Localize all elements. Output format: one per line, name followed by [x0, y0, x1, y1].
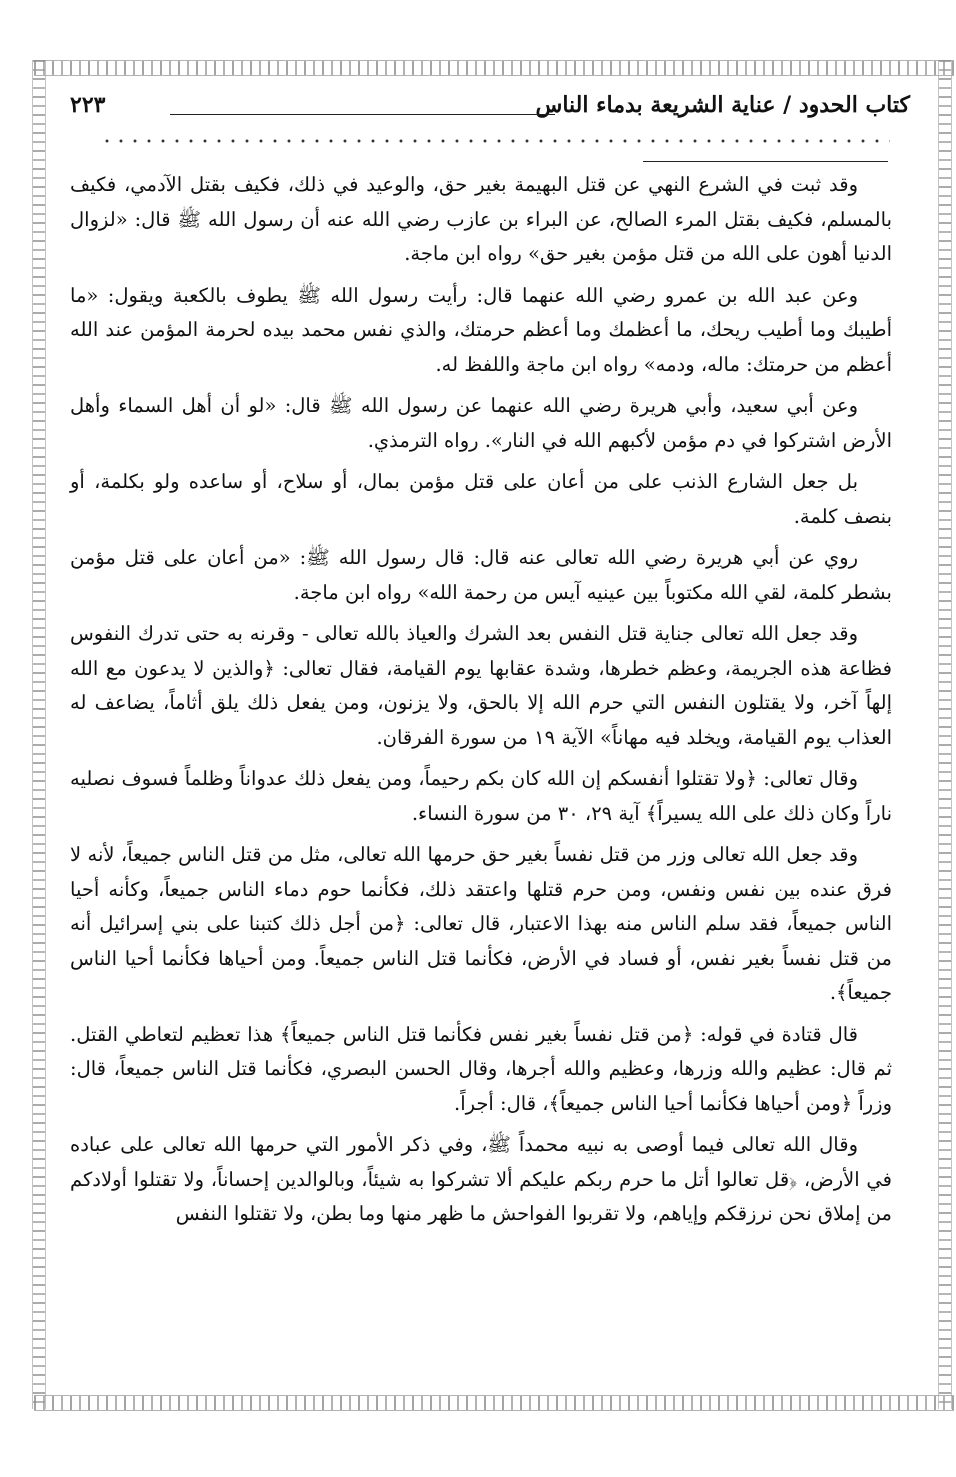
paragraph: وقال الله تعالى فيما أوصى به نبيه محمداً ﷺ، وفي ذكر الأمور التي حرمها الله تعالى على عباده في الأرض، ﴿قل تعالوا أتل ما حرم ربكم عليكم ألا تشركوا به شيئاً، وبالوالدين إحساناً، ولا تقتلوا أولادكم من إملاق نحن نرزقكم وإياهم، ولا تقربوا الفواحش ما ظهر منها وما بطن، ولا تقتلوا النفس — [70, 1133, 892, 1225]
paragraph: وقد جعل الله تعالى وزر من قتل نفساً بغير حق حرمها الله تعالى، مثل من قتل الناس جميعاً، لأنه لا فرق عنده بين نفس ونفس، ومن حرم قتلها واعتقد ذلك، فكأنما حوم دماء الناس جميعاً، وكأنه أحيا الناس جميعاً، فقد سلم الناس منه بهذا الاعتبار، قال تعالى: ﴿من أجل ذلك كتبنا على بني إسرائيل أنه من قتل نفساً بغير نفس، أو فساد في الأرض، فكأنما قتل الناس جميعاً. ومن أحياها فكأنما أحيا الناس جميعاً﴾. — [70, 843, 892, 1004]
header-title: كتاب الحدود / عناية الشريعة بدماء الناس — [535, 92, 910, 118]
paragraph: وقد ثبت في الشرع النهي عن قتل البهيمة بغير حق، والوعيد في ذلك، فكيف بقتل الآدمي، فكيف بالمسلم، فكيف بقتل المرء الصالح، عن البراء بن عازب رضي الله عنه أن رسول الله ﷺ قال: «لزوال الدنيا أهون على الله من قتل مؤمن بغير حق» رواه ابن ماجة. — [70, 173, 892, 265]
body-text — [70, 168, 892, 1239]
short-rule — [643, 161, 888, 162]
paragraph: وقال تعالى: ﴿ولا تقتلوا أنفسكم إن الله كان بكم رحيماً، ومن يفعل ذلك عدواناً وظلماً فسوف نصليه ناراً وكان ذلك على الله يسيراً﴾ آية ٢٩، ٣٠ من سورة النساء. — [70, 767, 892, 825]
ornamental-border-left — [32, 60, 46, 1409]
paragraph: بل جعل الشارع الذنب على من أعان على قتل مؤمن بمال، أو سلاح، أو ساعده ولو بكلمة، أو بنصف كلمة. — [70, 470, 892, 528]
header-rule — [170, 114, 555, 115]
paragraph: قال قتادة في قوله: ﴿من قتل نفساً بغير نفس فكأنما قتل الناس جميعاً﴾ هذا تعظيم لتعاطي القتل. ثم قال: عظيم والله وزرها، وعظيم والله أجرها، وقال الحسن البصري، فكأنما قتل الناس جميعاً، قال: وزراً ﴿ومن أحياها فكأنما أحيا الناس جميعاً﴾، قال: أجراً. — [70, 1022, 892, 1115]
paragraph: وعن أبي سعيد، وأبي هريرة رضي الله عنهما عن رسول الله ﷺ قال: «لو أن أهل السماء وأهل الأرض اشتركوا في دم مؤمن لأكبهم الله في النار». رواه الترمذي. — [70, 394, 892, 452]
ornamental-border-right — [938, 60, 952, 1409]
page-number: ٢٢٣ — [70, 92, 106, 118]
dotted-separator — [100, 136, 890, 146]
paragraph: روي عن أبي هريرة رضي الله تعالى عنه قال: قال رسول الله ﷺ: «من أعان على قتل مؤمن بشطر كلمة، لقي الله مكتوباً بين عينيه آيس من رحمة الله» رواه ابن ماجة. — [70, 546, 892, 604]
ornamental-border-bottom — [34, 1395, 954, 1411]
ornamental-border-top — [34, 60, 954, 76]
running-header — [70, 92, 910, 128]
paragraph: وقد جعل الله تعالى جناية قتل النفس بعد الشرك والعياذ بالله تعالى - وقرنه به حتى تدرك النفوس فظاعة هذه الجريمة، وعظم خطرها، وشدة عقابها يوم القيامة، فقال تعالى: ﴿والذين لا يدعون مع الله إلهاً آخر، ولا يقتلون النفس التي حرم الله إلا بالحق، ولا يزنون، ومن يفعل ذلك يلق أثاماً، يضاعف له العذاب يوم القيامة، ويخلد فيه مهاناً» الآية ١٩ من سورة الفرقان. — [70, 622, 892, 749]
paragraph: وعن عبد الله بن عمرو رضي الله عنهما قال: رأيت رسول الله ﷺ يطوف بالكعبة ويقول: «ما أطيبك وما أطيب ريحك، ما أعظمك وما أعظم حرمتك، والذي نفس محمد بيده لحرمة المؤمن عند الله أعظم من حرمتك: ماله، ودمه» رواه ابن ماجة واللفظ له. — [70, 283, 892, 376]
